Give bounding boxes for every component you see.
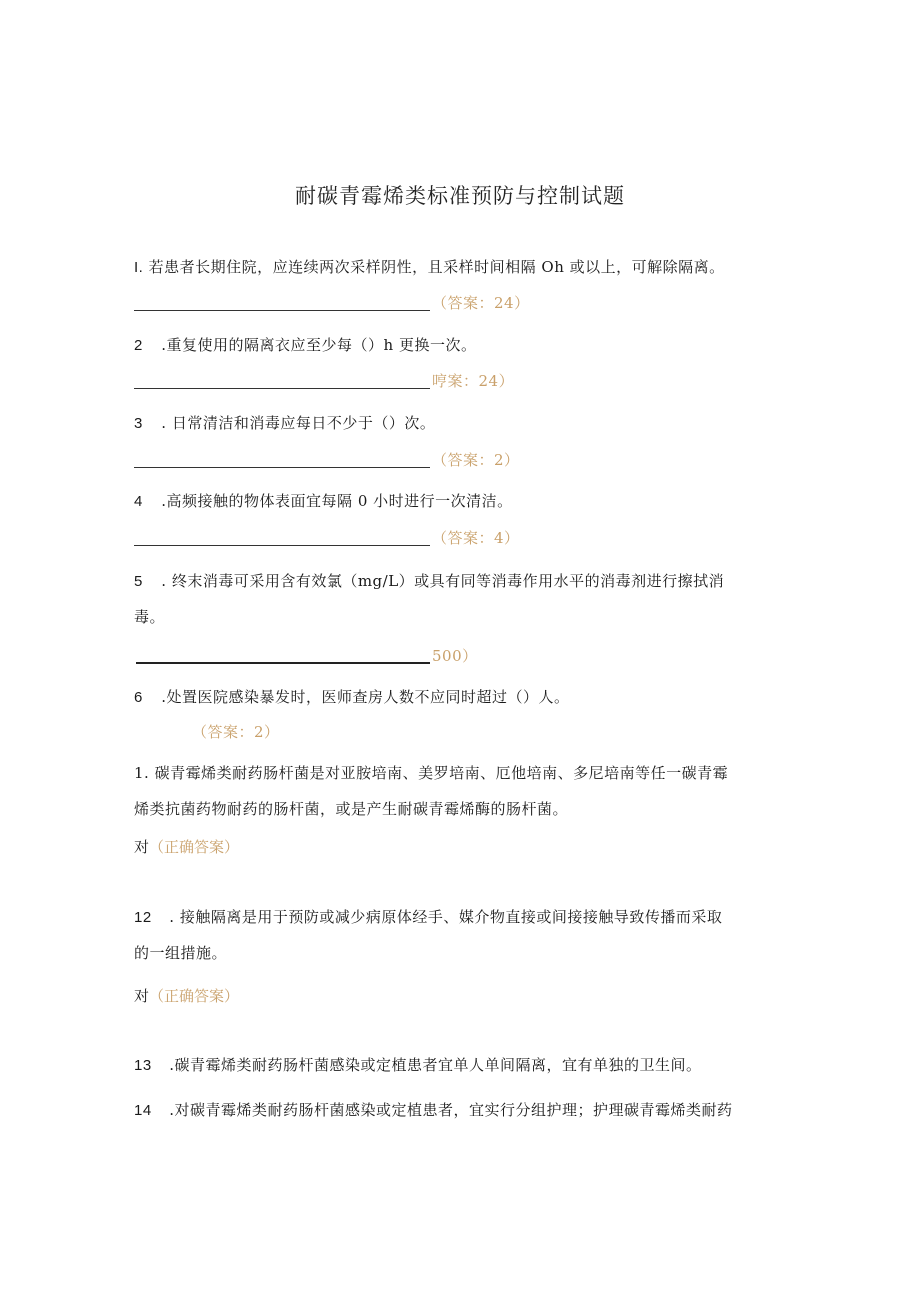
- question-number: 12: [134, 909, 152, 926]
- answer-blank-line: [134, 545, 430, 546]
- judgement-12: [134, 906, 722, 927]
- question-5-continued: 毒。: [134, 608, 166, 626]
- question-number: 4: [134, 493, 143, 510]
- question-number: 2: [134, 337, 143, 354]
- question-number: 6: [134, 689, 143, 706]
- question-number: 14: [134, 1102, 152, 1119]
- document-title: 耐碳青霉烯类标准预防与控制试题: [295, 184, 625, 208]
- question-6: [134, 686, 570, 707]
- question-text: .处置医院感染暴发时，医师查房人数不应同时超过（）人。: [161, 688, 570, 706]
- question-5: [134, 570, 724, 591]
- answer-text: （答案：2）: [432, 451, 520, 469]
- question-4: [134, 490, 513, 511]
- judgement-14: [134, 1099, 733, 1120]
- question-2: [134, 334, 476, 355]
- question-1: [134, 256, 725, 277]
- answer-blank-line: [134, 310, 430, 311]
- answer-text: （答案：24）: [432, 294, 530, 312]
- judgement-12-answer: [134, 985, 239, 1006]
- judgement-1-answer: [134, 836, 239, 857]
- answer-text: 500）: [432, 647, 478, 665]
- question-text: .高频接触的物体表面宜每隔 0 小时进行一次清洁。: [161, 492, 513, 510]
- answer-blank-line: [134, 388, 430, 389]
- judgement-13: [134, 1054, 702, 1075]
- correct-answer-mark: （正确答案）: [149, 987, 240, 1005]
- judgement-12-continued: 的一组措施。: [134, 944, 228, 962]
- question-text: .碳青霉烯类耐药肠杆菌感染或定植患者宜单人单间隔离，宜有单独的卫生间。: [169, 1056, 702, 1074]
- answer-text: （答案：4）: [432, 529, 520, 547]
- answer-text: 哼案：24）: [432, 372, 515, 390]
- question-number: 13: [134, 1057, 152, 1074]
- question-number: 3: [134, 415, 143, 432]
- question-text: . 日常清洁和消毒应每日不少于（）次。: [161, 414, 436, 432]
- answer-text: （答案：2）: [192, 723, 280, 741]
- correct-answer-mark: （正确答案）: [149, 838, 240, 856]
- verdict-text: 对: [134, 987, 150, 1005]
- question-text: .重复使用的隔离衣应至少每（）h 更换一次。: [161, 336, 477, 354]
- judgement-1-continued: 烯类抗菌药物耐药的肠杆菌，或是产生耐碳青霉烯酶的肠杆菌。: [134, 800, 569, 818]
- question-number: I.: [134, 259, 144, 276]
- question-text: 若患者长期住院，应连续两次采样阴性，且采样时间相隔 Oh 或以上，可解除隔离。: [148, 258, 725, 276]
- question-3: [134, 412, 435, 433]
- answer-blank-line: [136, 662, 430, 664]
- verdict-text: 对: [134, 838, 150, 856]
- question-text: .对碳青霉烯类耐药肠杆菌感染或定植患者，宜实行分组护理；护理碳青霉烯类耐药: [169, 1101, 733, 1119]
- judgement-1: 1. 碳青霉烯类耐药肠杆菌是对亚胺培南、美罗培南、厄他培南、多尼培南等任一碳青霉: [134, 764, 729, 782]
- question-text: . 接触隔离是用于预防或减少病原体经手、媒介物直接或间接接触导致传播而采取: [169, 908, 723, 926]
- question-number: 5: [134, 573, 143, 590]
- answer-blank-line: [134, 467, 430, 468]
- question-text: . 终末消毒可采用含有效氯（mg/L）或具有同等消毒作用水平的消毒剂进行擦拭消: [161, 572, 725, 590]
